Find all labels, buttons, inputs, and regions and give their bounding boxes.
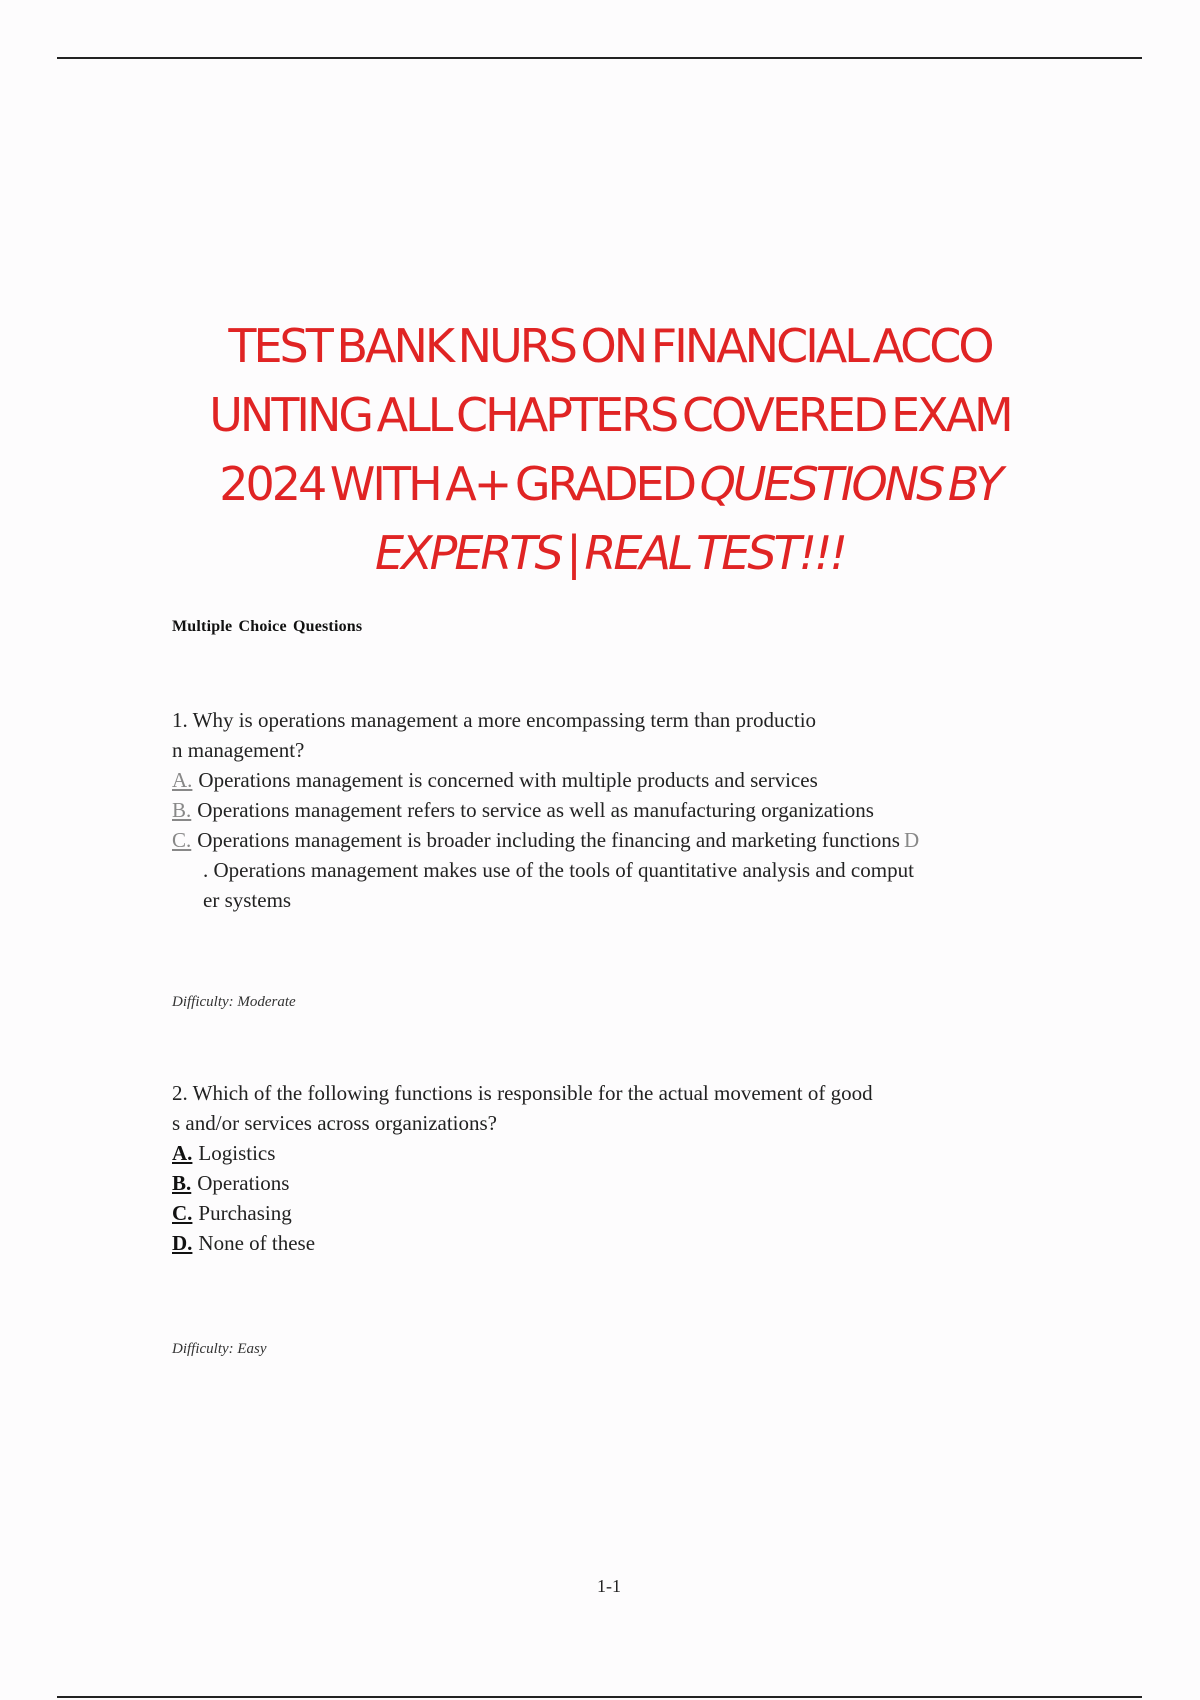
option-text: Purchasing	[198, 1201, 292, 1225]
question-2-option-a	[172, 1138, 1072, 1168]
option-text: Logistics	[198, 1141, 276, 1165]
question-1-option-c	[172, 825, 1072, 855]
question-2-stem-line-2: s and/or services across organizations?	[172, 1111, 498, 1135]
option-d-letter: D	[903, 828, 920, 852]
question-1	[172, 705, 1072, 915]
question-1-option-a	[172, 765, 1072, 795]
question-1-option-d-line-2: er systems	[203, 888, 292, 912]
footer-rule	[57, 1696, 1142, 1698]
title-line-3-regular: 2024 WITH A+ GRADED	[219, 457, 700, 511]
page-number: 1-1	[597, 1576, 621, 1596]
option-text: Operations management is concerned with multiple products and services	[198, 768, 818, 792]
question-2-option-d	[172, 1228, 1072, 1258]
question-2-difficulty: Difficulty: Easy	[172, 1341, 267, 1357]
section-heading: Multiple Choice Questions	[172, 618, 363, 635]
option-text: Operations management is broader including the financing and marketing functions	[197, 828, 900, 852]
question-2-option-c	[172, 1198, 1072, 1228]
option-letter: D.	[172, 1231, 193, 1255]
title-line-3-italic: QUESTIONS BY	[699, 457, 1001, 511]
option-letter: B.	[172, 798, 192, 822]
option-letter: C.	[172, 1201, 193, 1225]
question-1-stem-line-2: n management?	[172, 738, 305, 762]
header-rule	[57, 57, 1142, 59]
option-letter: B.	[172, 1171, 192, 1195]
option-letter: C.	[172, 828, 192, 852]
option-text: Operations	[197, 1171, 290, 1195]
question-1-difficulty: Difficulty: Moderate	[172, 994, 296, 1010]
option-text: Operations management refers to service as well as manufacturing organizations	[197, 798, 874, 822]
option-letter: A.	[172, 1141, 193, 1165]
title-line-3	[180, 450, 1040, 519]
option-letter: A.	[172, 768, 193, 792]
question-2-stem-line-1: 2. Which of the following functions is responsible for the actual movement of good	[172, 1081, 873, 1105]
question-1-stem-line-1: 1. Why is operations management a more encompassing term than productio	[172, 708, 817, 732]
option-text: None of these	[198, 1231, 316, 1255]
title-line-4: EXPERTS | REAL TEST!!!	[375, 526, 845, 580]
question-1-option-d-line-1: . Operations management makes use of the tools of quantitative analysis and comput	[203, 858, 914, 882]
title-line-2: UNTING ALL CHAPTERS COVERED EXAM	[209, 388, 1011, 442]
question-2	[172, 1078, 1072, 1258]
question-2-option-b	[172, 1168, 1072, 1198]
question-1-option-b	[172, 795, 1072, 825]
title-line-1: TEST BANK NURS ON FINANCIAL ACCO	[228, 319, 992, 373]
document-title	[180, 312, 1040, 588]
